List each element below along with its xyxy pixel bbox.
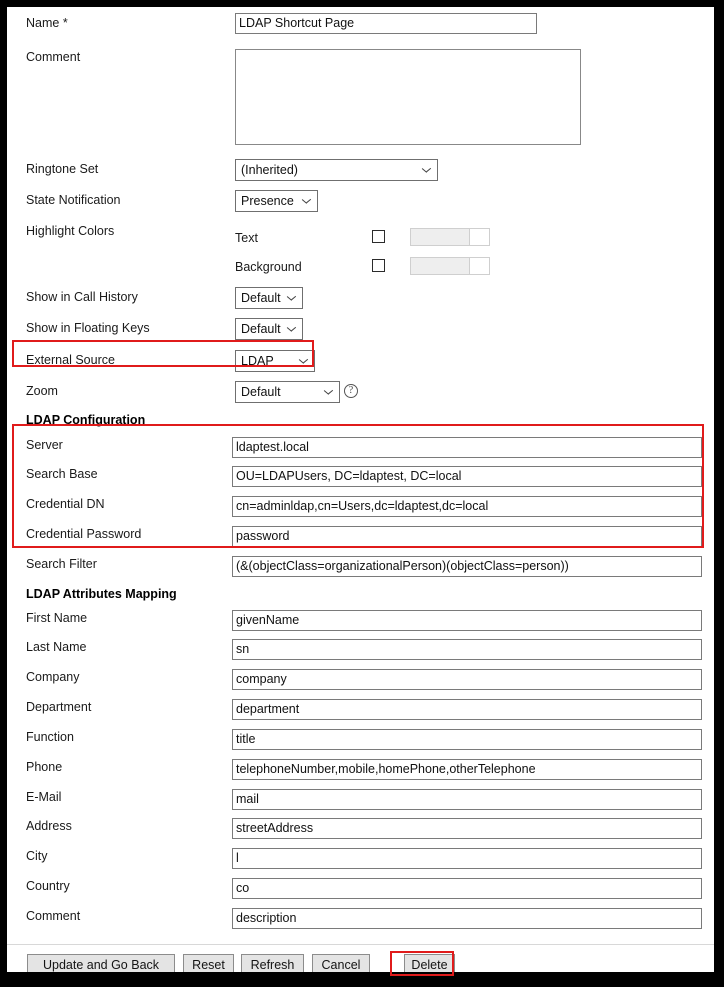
- form-row-phone: [7, 759, 714, 789]
- last-name-label: Last Name: [26, 640, 87, 654]
- settings-form-page: [7, 7, 714, 972]
- search-filter-label: Search Filter: [26, 557, 97, 571]
- external-source-select[interactable]: [235, 350, 315, 372]
- form-row-server: [7, 437, 714, 467]
- external-source-label: External Source: [26, 353, 115, 367]
- credential-password-label: Credential Password: [26, 527, 142, 541]
- company-label: Company: [26, 670, 80, 684]
- zoom-select[interactable]: [235, 381, 340, 403]
- ldap-configuration-title: LDAP Configuration: [26, 413, 146, 427]
- search-filter-input[interactable]: (&(objectClass=organizationalPerson)(objectClass=person)): [232, 556, 702, 577]
- city-label: City: [26, 849, 48, 863]
- state-notification-select[interactable]: [235, 190, 318, 212]
- highlight-background-label: Background: [235, 260, 302, 274]
- comment-textarea[interactable]: [235, 49, 581, 145]
- ldap-attributes-mapping-title: LDAP Attributes Mapping: [26, 587, 177, 601]
- name-input[interactable]: LDAP Shortcut Page: [235, 13, 537, 34]
- update-and-go-back-button[interactable]: Update and Go Back: [27, 954, 175, 972]
- server-label: Server: [26, 438, 63, 452]
- credential-dn-input[interactable]: cn=adminldap,cn=Users,dc=ldaptest,dc=local: [232, 496, 702, 517]
- department-input[interactable]: department: [232, 699, 702, 720]
- city-input[interactable]: l: [232, 848, 702, 869]
- form-row-credential-password: [7, 526, 714, 556]
- form-row-first-name: [7, 610, 714, 640]
- show-in-call-history-value: Default: [241, 291, 281, 305]
- question-mark-icon[interactable]: ?: [344, 384, 358, 398]
- highlight-colors-label: Highlight Colors: [26, 224, 115, 238]
- form-row-external-source: [7, 352, 714, 382]
- highlight-text-checkbox[interactable]: [372, 230, 385, 243]
- server-input[interactable]: ldaptest.local: [232, 437, 702, 458]
- name-label: Name *: [26, 16, 68, 30]
- credential-password-input[interactable]: password: [232, 526, 702, 547]
- form-row-last-name: [7, 639, 714, 669]
- form-row-zoom: [7, 383, 714, 413]
- company-input[interactable]: company: [232, 669, 702, 690]
- form-row-function: [7, 729, 714, 759]
- delete-button[interactable]: Delete: [404, 954, 455, 972]
- show-in-floating-keys-select[interactable]: [235, 318, 303, 340]
- function-label: Function: [26, 730, 74, 744]
- form-row-state-notification: [7, 192, 714, 222]
- highlight-background-color-swatch[interactable]: [410, 257, 470, 275]
- form-row-highlight-colors: [7, 223, 714, 283]
- form-row-ringtone-set: [7, 161, 714, 191]
- chevron-down-icon: [299, 359, 307, 364]
- chevron-down-icon: [287, 296, 295, 301]
- form-row-department: [7, 699, 714, 729]
- form-row-email: [7, 789, 714, 819]
- form-row-name: [7, 15, 714, 45]
- refresh-button[interactable]: Refresh: [241, 954, 304, 972]
- form-row-show-in-call-history: [7, 289, 714, 319]
- form-row-search-filter: [7, 556, 714, 586]
- function-input[interactable]: title: [232, 729, 702, 750]
- search-base-input[interactable]: OU=LDAPUsers, DC=ldaptest, DC=local: [232, 466, 702, 487]
- show-in-floating-keys-label: Show in Floating Keys: [26, 321, 150, 335]
- reset-button[interactable]: Reset: [183, 954, 234, 972]
- zoom-label: Zoom: [26, 384, 58, 398]
- form-row-search-base: [7, 466, 714, 496]
- ringtone-set-value: (Inherited): [241, 163, 298, 177]
- ringtone-set-label: Ringtone Set: [26, 162, 99, 176]
- chevron-down-icon: [302, 199, 310, 204]
- show-in-floating-keys-value: Default: [241, 322, 281, 336]
- form-row-city: [7, 848, 714, 878]
- search-base-label: Search Base: [26, 467, 98, 481]
- comment-mapping-input[interactable]: description: [232, 908, 702, 929]
- first-name-label: First Name: [26, 611, 88, 625]
- form-row-address: [7, 818, 714, 848]
- highlight-text-color-swatch[interactable]: [410, 228, 470, 246]
- external-source-value: LDAP: [241, 354, 274, 368]
- state-notification-value: Presence: [241, 194, 294, 208]
- form-row-company: [7, 669, 714, 699]
- show-in-call-history-select[interactable]: [235, 287, 303, 309]
- form-row-country: [7, 878, 714, 908]
- form-row-comment-mapping: [7, 908, 714, 938]
- address-label: Address: [26, 819, 72, 833]
- form-row-show-in-floating-keys: [7, 320, 714, 350]
- country-label: Country: [26, 879, 70, 893]
- credential-dn-label: Credential DN: [26, 497, 105, 511]
- department-label: Department: [26, 700, 92, 714]
- country-input[interactable]: co: [232, 878, 702, 899]
- phone-label: Phone: [26, 760, 63, 774]
- form-row-credential-dn: [7, 496, 714, 526]
- chevron-down-icon: [324, 390, 332, 395]
- comment-label: Comment: [26, 50, 81, 64]
- highlight-background-color-picker-button[interactable]: [470, 257, 490, 275]
- address-input[interactable]: streetAddress: [232, 818, 702, 839]
- cancel-button[interactable]: Cancel: [312, 954, 370, 972]
- state-notification-label: State Notification: [26, 193, 121, 207]
- ringtone-set-select[interactable]: [235, 159, 438, 181]
- last-name-input[interactable]: sn: [232, 639, 702, 660]
- highlight-text-color-picker-button[interactable]: [470, 228, 490, 246]
- email-input[interactable]: mail: [232, 789, 702, 810]
- phone-input[interactable]: telephoneNumber,mobile,homePhone,otherTelephone: [232, 759, 702, 780]
- show-in-call-history-label: Show in Call History: [26, 290, 138, 304]
- footer-divider: [7, 944, 714, 945]
- chevron-down-icon: [422, 168, 430, 173]
- chevron-down-icon: [287, 327, 295, 332]
- first-name-input[interactable]: givenName: [232, 610, 702, 631]
- highlight-background-checkbox[interactable]: [372, 259, 385, 272]
- comment-mapping-label: Comment: [26, 909, 81, 923]
- email-label: E-Mail: [26, 790, 62, 804]
- zoom-value: Default: [241, 385, 281, 399]
- form-row-comment: [7, 49, 714, 149]
- highlight-text-label: Text: [235, 231, 258, 245]
